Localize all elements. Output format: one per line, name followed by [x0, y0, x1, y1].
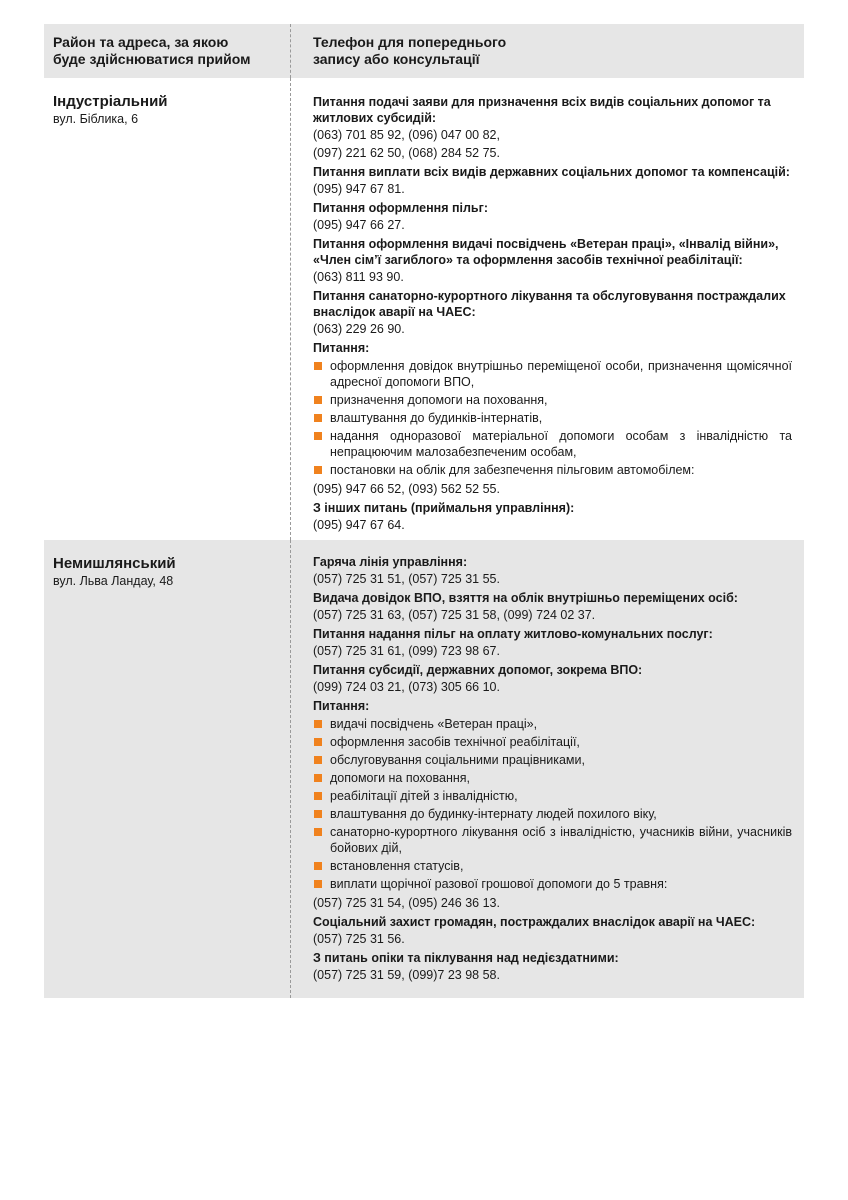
district-name: Немишлянський [53, 555, 176, 572]
square-bullet-icon [314, 414, 322, 422]
topic-list [313, 358, 792, 478]
question-heading: Питання: [313, 341, 370, 355]
topic-list [313, 716, 792, 892]
square-bullet-icon [314, 432, 322, 440]
square-bullet-icon [314, 774, 322, 782]
list-item-text: постановки на облік для забезпечення пільговим автомобілем: [330, 463, 695, 477]
question-heading: Гаряча лінія управління: [313, 555, 468, 569]
list-item [313, 716, 792, 732]
phone-numbers: (099) 724 03 21, (073) 305 66 10. [313, 680, 500, 694]
list-item [313, 858, 792, 874]
district-cell [44, 78, 291, 540]
phone-numbers: (057) 725 31 61, (099) 723 98 67. [313, 644, 500, 658]
header-cell-district [44, 24, 291, 78]
list-item-text: обслуговування соціальними працівниками, [330, 753, 585, 767]
square-bullet-icon [314, 792, 322, 800]
list-item [313, 734, 792, 750]
square-bullet-icon [314, 396, 322, 404]
list-item-text: влаштування до будинків-інтернатів, [330, 411, 543, 425]
phone-numbers: (095) 947 67 64. [313, 518, 405, 532]
list-item [313, 428, 792, 460]
list-item-text: влаштування до будинку-інтернату людей похилого віку, [330, 807, 657, 821]
question-heading: Питання виплати всіх видів державних соціальних допомог та компенсацій: [313, 165, 790, 179]
phone-numbers: (057) 725 31 54, (095) 246 36 13. [313, 896, 500, 910]
list-item [313, 392, 792, 408]
phone-numbers: (063) 229 26 90. [313, 322, 405, 336]
question-heading: Питання санаторно-курортного лікування та обслуговування постраждалих внаслідок аварії на ЧАЕС: [313, 289, 786, 319]
square-bullet-icon [314, 862, 322, 870]
list-item-text: оформлення засобів технічної реабілітації, [330, 735, 580, 749]
phone-numbers: (095) 947 67 81. [313, 182, 405, 196]
list-item [313, 876, 792, 892]
list-item-text: видачі посвідчень «Ветеран праці», [330, 717, 538, 731]
square-bullet-icon [314, 362, 322, 370]
header-phone: Телефон для попереднього запису або консультації [313, 34, 507, 67]
list-item-text: реабілітації дітей з інвалідністю, [330, 789, 518, 803]
list-item [313, 806, 792, 822]
phone-numbers: (095) 947 66 27. [313, 218, 405, 232]
phone-numbers: (095) 947 66 52, (093) 562 52 55. [313, 482, 500, 496]
phone-numbers: (057) 725 31 51, (057) 725 31 55. [313, 572, 500, 586]
question-heading: Питання: [313, 699, 370, 713]
question-heading: Видача довідок ВПО, взяття на облік внутрішньо переміщених осіб: [313, 591, 738, 605]
list-item-text: допомоги на поховання, [330, 771, 470, 785]
list-item [313, 462, 792, 478]
square-bullet-icon [314, 466, 322, 474]
question-heading: Питання оформлення пільг: [313, 201, 488, 215]
list-item-text: санаторно-курортного лікування осіб з інвалідністю, учасників війни, учасників бойових дій, [330, 825, 792, 855]
contacts-table [44, 24, 804, 998]
list-item [313, 752, 792, 768]
list-item [313, 358, 792, 390]
question-heading: Питання надання пільг на оплату житлово-комунальних послуг: [313, 627, 713, 641]
question-heading: Питання субсидії, державних допомог, зокрема ВПО: [313, 663, 643, 677]
question-heading: Питання оформлення видачі посвідчень «Ветеран праці», «Інвалід війни», «Член сім’ї загиблого» та оформлення засобів технічної реабілітації: [313, 237, 779, 267]
phone-numbers: (057) 725 31 56. [313, 932, 405, 946]
phone-numbers: (063) 811 93 90. [313, 270, 404, 284]
header-district-address: Район та адреса, за якою буде здійснюватися прийом [53, 34, 251, 67]
table-row-nemyshlianskyi [44, 540, 804, 998]
table-row-industrialnyi [44, 78, 804, 540]
list-item-text: встановлення статусів, [330, 859, 464, 873]
table-header [44, 24, 804, 78]
district-address: вул. Біблика, 6 [53, 112, 139, 126]
list-item [313, 410, 792, 426]
square-bullet-icon [314, 810, 322, 818]
question-heading: Соціальний захист громадян, постраждалих внаслідок аварії на ЧАЕС: [313, 915, 756, 929]
phone-numbers: (063) 701 85 92, (096) 047 00 82, (097) 221 62 50, (068) 284 52 75. [313, 128, 500, 160]
square-bullet-icon [314, 756, 322, 764]
phone-numbers: (057) 725 31 59, (099)7 23 98 58. [313, 968, 500, 982]
question-heading: З питань опіки та піклування над недієздатними: [313, 951, 619, 965]
list-item-text: оформлення довідок внутрішньо переміщеної особи, призначення щомісячної адресної допомоги ВПО, [330, 359, 792, 389]
list-item [313, 788, 792, 804]
question-heading: З інших питань (приймальня управління): [313, 501, 575, 515]
question-heading: Питання подачі заяви для призначення всіх видів соціальних допомог та житлових субсидій: [313, 95, 771, 125]
district-contacts [291, 78, 804, 540]
list-item-text: виплати щорічної разової грошової допомоги до 5 травня: [330, 877, 668, 891]
district-name: Індустріальний [53, 93, 168, 110]
district-address: вул. Льва Ландау, 48 [53, 574, 174, 588]
list-item [313, 770, 792, 786]
header-cell-phone [291, 24, 804, 78]
square-bullet-icon [314, 828, 322, 836]
phone-numbers: (057) 725 31 63, (057) 725 31 58, (099) 724 02 37. [313, 608, 596, 622]
square-bullet-icon [314, 880, 322, 888]
list-item [313, 824, 792, 856]
square-bullet-icon [314, 738, 322, 746]
list-item-text: надання одноразової матеріальної допомоги особам з інвалідністю та непрацюючим малозабезпеченим особам, [330, 429, 792, 459]
square-bullet-icon [314, 720, 322, 728]
district-cell [44, 540, 291, 998]
list-item-text: призначення допомоги на поховання, [330, 393, 548, 407]
district-contacts [291, 540, 804, 998]
